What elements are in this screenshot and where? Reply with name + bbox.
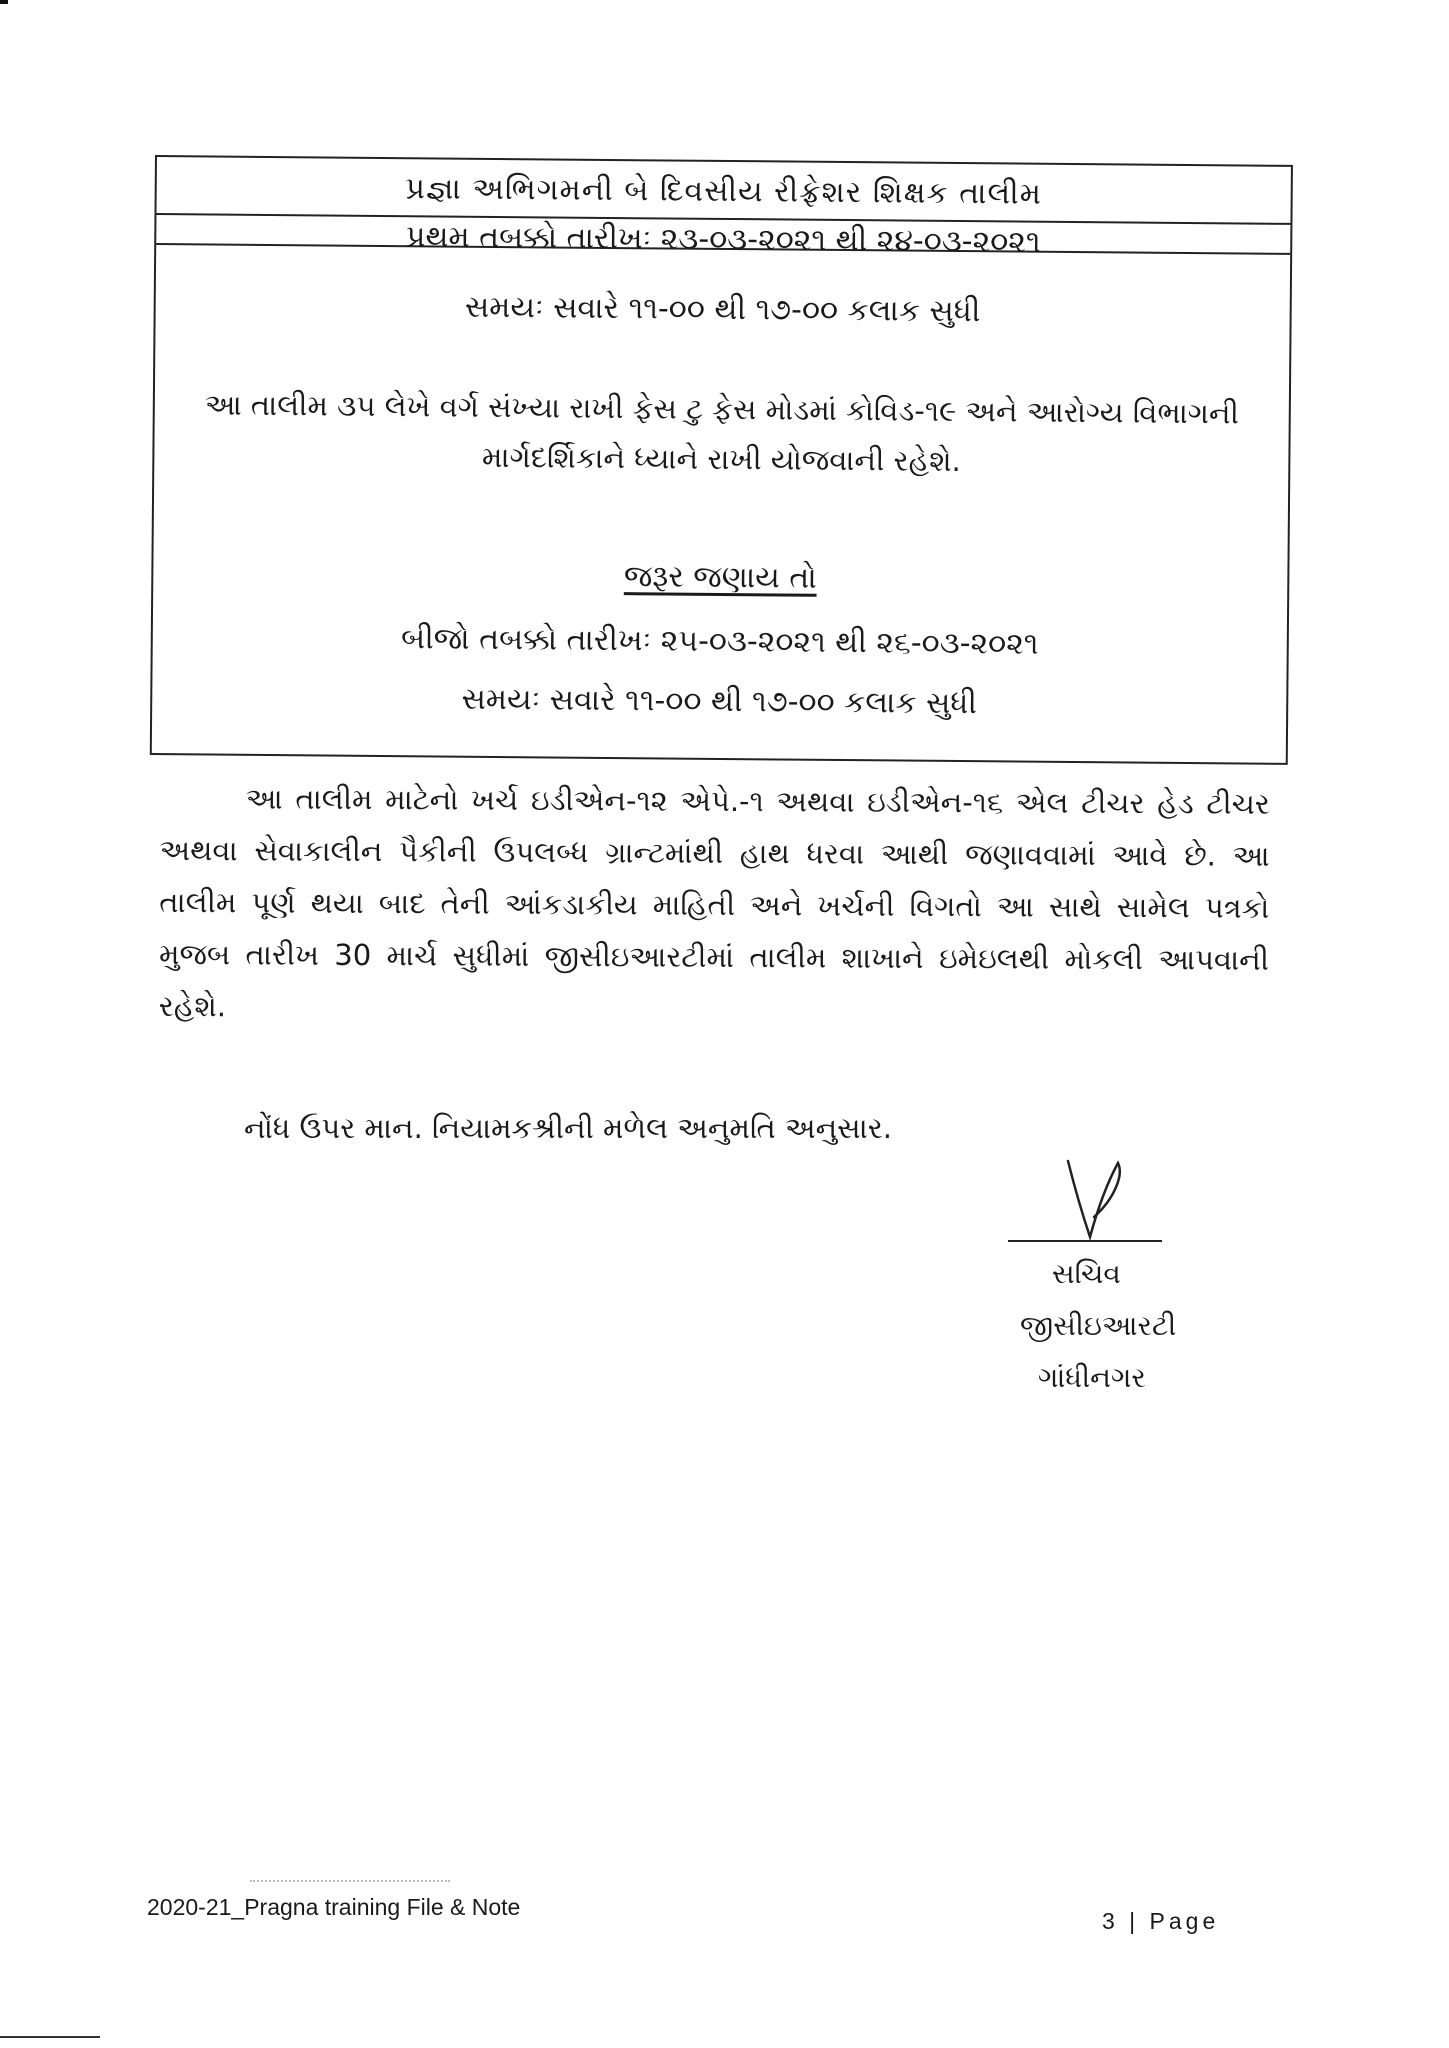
signature-line [1008, 1240, 1162, 1242]
signatory-office: જીસીઇઆરટી [1020, 1309, 1177, 1342]
phase-1-time: સમયઃ સવારે ૧૧-૦૦ થી ૧૭-૦૦ કલાક સુધી [464, 289, 981, 330]
scan-corner-mark [0, 0, 8, 4]
if-needed-text: જરૂર જણાય તો [623, 559, 817, 596]
phase-2-time: સમયઃ સવારે ૧૧-૦૦ થી ૧૭-૦૦ કલાક સુધી [461, 681, 978, 722]
signatory-place: ગાંધીનગર [1038, 1361, 1146, 1394]
phase-1-dates: પ્રથમ તબક્કો તારીખઃ ૨૩-૦૩-૨૦૨૧ થી ૨૪-૦૩-૨૦૨૧ [405, 219, 1041, 260]
signatory-block [990, 1248, 1190, 1404]
signature-mark [1060, 1155, 1140, 1245]
training-details-box [150, 155, 1293, 765]
footer-separator [250, 1880, 450, 1882]
page-number: 3 | Page [1102, 1908, 1220, 1934]
if-needed-heading [153, 553, 1287, 603]
training-mode-paragraph: આ તાલીમ ૩૫ લેખે વર્ગ સંખ્યા રાખી ફેસ ટુ ફેસ મોડમાં કોવિડ-૧૯ અને આરોગ્ય વિભાગની માર્ગદર્શિકાને ધ્યાને રાખી યોજવાની રહેશે. [204, 387, 1239, 479]
signatory-designation: સચિવ [1052, 1257, 1121, 1290]
phase-2-dates: બીજો તબક્કો તારીખઃ ૨૫-૦૩-૨૦૨૧ થી ૨૬-૦૩-૨૦૨૧ [400, 621, 1039, 662]
approval-note: નોંધ ઉપર માન. નિયામકશ્રીની મળેલ અનુમતિ અનુસાર. [244, 1111, 892, 1145]
expense-paragraph: આ તાલીમ માટેનો ખર્ચ ઇડીએન-૧૨ એપે.-૧ અથવા ઇડીએન-૧૬ એલ ટીચર હેડ ટીચર અથવા સેવાકાલીન પૈકીની ઉપલબ્ધ ગ્રાન્ટમાંથી હાથ ધરવા આથી જણાવવામાં આવે છે. આ તાલીમ પૂર્ણ થયા બાદ તેની આંકડાકીય માહિતી અને ખર્ચની વિગતો આ સાથે સામેલ પત્રકો મુજબ તારીખ 30 માર્ચ સુધીમાં જીસીઇઆરટીમાં તાલીમ શાખાને ઇમેઇલથી મોકલી આપવાની રહેશે. [158, 781, 1270, 1024]
scan-bottom-mark [0, 2036, 100, 2038]
footer-file-note: 2020-21_Pragna training File & Note [147, 1894, 521, 1920]
training-title: પ્રજ્ઞા અભિગમની બે દિવસીય રીફ્રેશર શિક્ષક તાલીમ [405, 171, 1043, 212]
